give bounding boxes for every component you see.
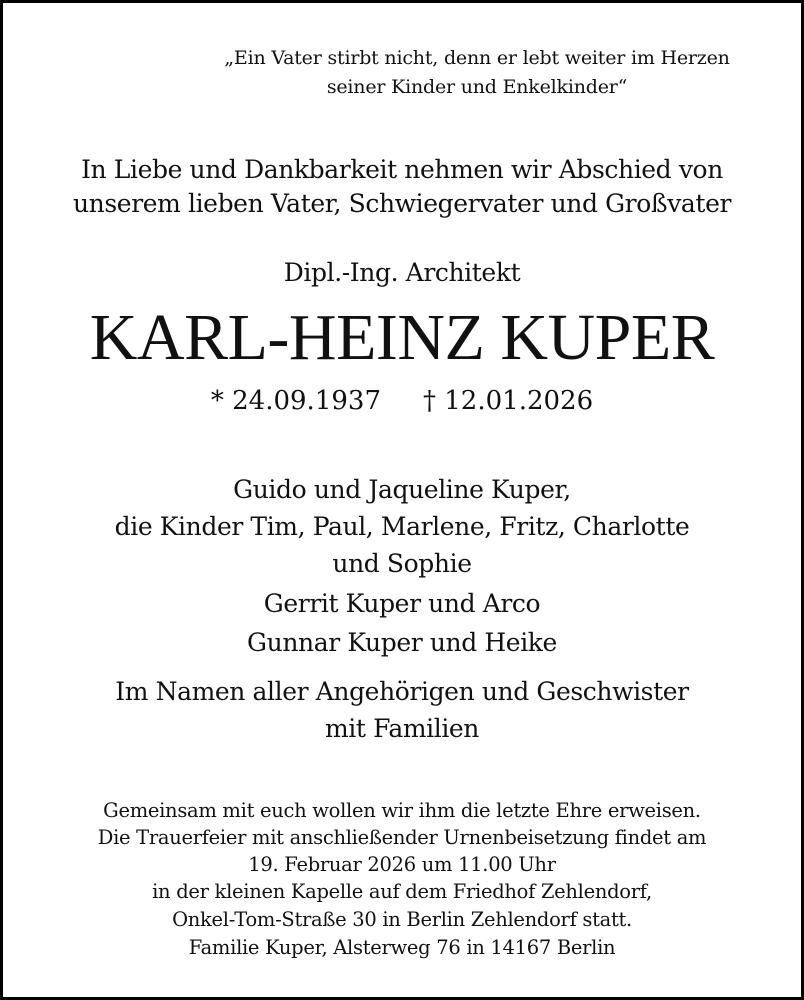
service-address: Onkel-Tom-Straße 30 in Berlin Zehlendorf statt. xyxy=(172,908,632,931)
quote-line-1: „Ein Vater stirbt nicht, denn er lebt weiter im Herzen xyxy=(224,47,730,69)
family-line-4: Gerrit Kuper und Arco xyxy=(263,589,541,618)
service-line-1: Gemeinsam mit euch wollen wir ihm die letzte Ehre erweisen. xyxy=(103,799,701,822)
service-date: 19. Februar 2026 um 11.00 Uhr xyxy=(248,853,556,876)
death-cross-icon: † xyxy=(423,386,436,416)
closing-line-2: mit Familien xyxy=(324,714,480,743)
family-line-3: und Sophie xyxy=(332,549,472,578)
service-line-2: Die Trauerfeier mit anschließender Urnenbeisetzung findet am xyxy=(97,826,707,849)
intro-line-1: In Liebe und Dankbarkeit nehmen wir Abschied von xyxy=(81,155,723,184)
family-line-5: Gunnar Kuper und Heike xyxy=(247,628,557,657)
deceased-title: Dipl.-Ing. Architekt xyxy=(283,258,521,287)
life-dates xyxy=(3,386,801,416)
quote-line-2: seiner Kinder und Enkelkinder“ xyxy=(326,76,628,98)
birth-date: 24.09.1937 xyxy=(232,386,381,416)
family-address: Familie Kuper, Alsterweg 76 in 14167 Berlin xyxy=(188,936,616,959)
service-location: in der kleinen Kapelle auf dem Friedhof Zehlendorf, xyxy=(152,880,652,903)
birth-star-icon: * xyxy=(210,386,224,416)
family-line-2: die Kinder Tim, Paul, Marlene, Fritz, Charlotte xyxy=(114,512,690,541)
family-line-1: Guido und Jaqueline Kuper, xyxy=(233,475,571,504)
closing-line-1: Im Namen aller Angehörigen und Geschwister xyxy=(115,677,689,706)
deceased-name: KARL-HEINZ KUPER xyxy=(89,301,715,374)
intro-line-2: unserem lieben Vater, Schwiegervater und Großvater xyxy=(72,189,732,218)
death-date: 12.01.2026 xyxy=(444,386,594,416)
